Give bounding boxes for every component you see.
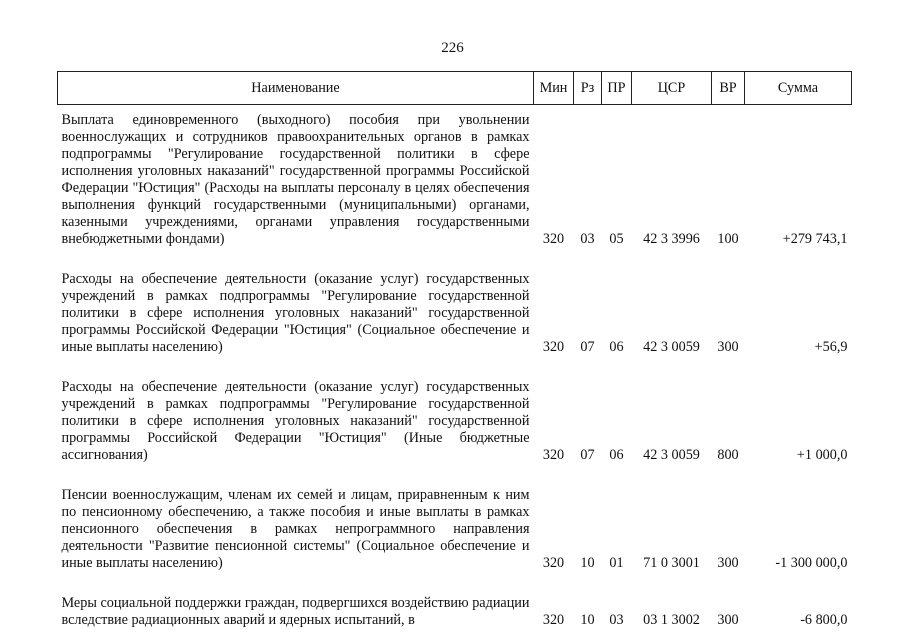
table-row: [58, 264, 852, 372]
row-sum: -6 800,0: [800, 612, 848, 628]
row-sum: -1 300 000,0: [775, 555, 848, 571]
header-min: Мин: [534, 72, 574, 105]
header-name: Наименование: [58, 72, 534, 105]
row-csr: 42 3 3996: [643, 231, 700, 247]
row-csr: 71 0 3001: [643, 555, 700, 571]
header-vr: ВР: [712, 72, 745, 105]
table-header: [58, 72, 852, 105]
row-pr: 05: [609, 231, 624, 247]
row-rz: 07: [580, 339, 595, 355]
page-number: 226: [441, 40, 464, 56]
header-rz: Рз: [574, 72, 602, 105]
row-sum: +279 743,1: [782, 231, 848, 247]
table-row: [58, 372, 852, 480]
budget-table: [57, 71, 852, 629]
row-rz: 10: [580, 612, 595, 628]
row-name: Расходы на обеспечение деятельности (оказание услуг) государственных учреждений в рамках подпрограммы "Регулирование государственной политики в сфере исполнения уголовных наказаний" государственной программы Российской Федерации "Юстиция" (Иные бюджетные ассигнования): [61, 379, 530, 463]
row-pr: 01: [609, 555, 624, 571]
row-name: Пенсии военнослужащим, членам их семей и лицам, приравненным к ним по пенсионному обеспечению, а также пособия и иные выплаты в рамках пенсионного обеспечения в рамках непрограммного направления деятельности "Развитие пенсионной системы" (Социальное обеспечение и иные выплаты населению): [61, 487, 530, 571]
table-row: [58, 588, 852, 629]
row-vr: 800: [717, 447, 739, 463]
row-sum: +1 000,0: [796, 447, 848, 463]
row-vr: 300: [717, 555, 739, 571]
row-min: 320: [542, 231, 565, 247]
row-min: 320: [542, 555, 565, 571]
row-rz: 10: [580, 555, 595, 571]
row-csr: 42 3 0059: [643, 339, 700, 355]
row-vr: 300: [717, 612, 739, 628]
row-pr: 06: [609, 447, 624, 463]
header-csr: ЦСР: [632, 72, 712, 105]
row-sum: +56,9: [814, 339, 848, 355]
row-name: Расходы на обеспечение деятельности (оказание услуг) государственных учреждений в рамках подпрограммы "Регулирование государственной политики в сфере исполнения уголовных наказаний" государственной программы Российской Федерации "Юстиция" (Социальное обеспечение и иные выплаты населению): [61, 271, 530, 355]
row-min: 320: [542, 447, 565, 463]
row-name: Меры социальной поддержки граждан, подвергшихся воздействию радиации вследствие радиационных аварий и ядерных испытаний, в: [61, 595, 530, 628]
row-csr: 03 1 3002: [643, 612, 700, 628]
row-min: 320: [542, 339, 565, 355]
row-pr: 03: [609, 612, 624, 628]
row-vr: 300: [717, 339, 739, 355]
row-name: Выплата единовременного (выходного) пособия при увольнении военнослужащих и сотрудников правоохранительных органов в рамках подпрограммы "Регулирование государственной политики в сфере исполнения уголовных наказаний" государственной программы Российской Федерации "Юстиция" (Расходы на выплаты персоналу в целях обеспечения выполнения функций государственными (муниципальными) органами, казенными учреждениями, органами управления государственными внебюджетными фондами): [61, 112, 530, 247]
row-pr: 06: [609, 339, 624, 355]
row-rz: 07: [580, 447, 595, 463]
table-row: [58, 105, 852, 265]
table-row: [58, 480, 852, 588]
row-min: 320: [542, 612, 565, 628]
row-rz: 03: [580, 231, 595, 247]
header-sum: Сумма: [745, 72, 852, 105]
header-pr: ПР: [602, 72, 632, 105]
row-vr: 100: [717, 231, 739, 247]
row-csr: 42 3 0059: [643, 447, 700, 463]
